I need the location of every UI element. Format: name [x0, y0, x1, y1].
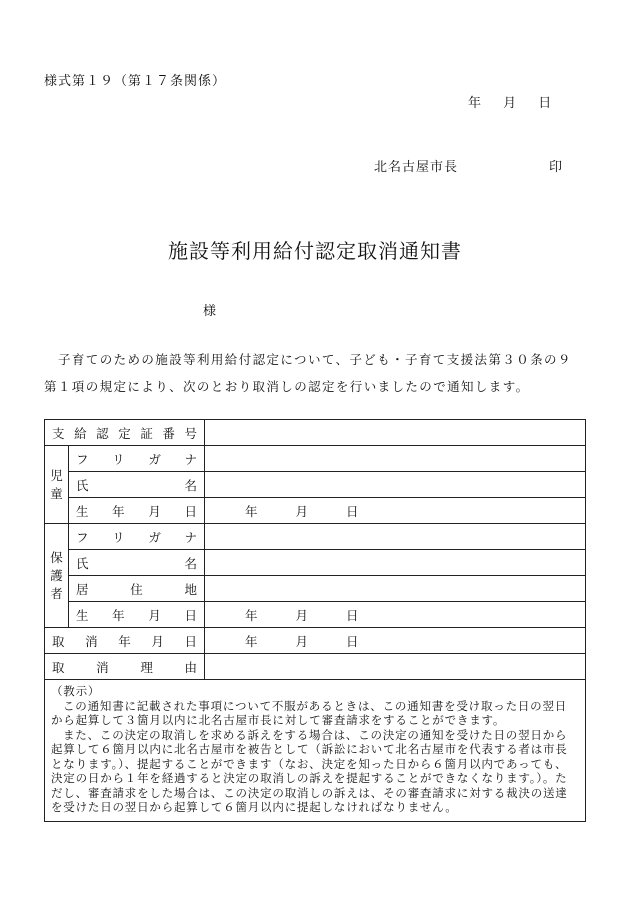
child-birth-label: 生 年 月 日 [69, 498, 205, 524]
table-row [45, 446, 586, 472]
guardian-furigana-value[interactable] [205, 524, 586, 550]
table-row [45, 680, 586, 822]
table-row [45, 654, 586, 680]
cert-number-label: 支 給 認 定 証 番 号 [45, 420, 205, 446]
issue-date: 年 月 日 [468, 96, 552, 111]
cancel-reason-label: 取 消 理 由 [45, 654, 205, 680]
certificate-table [44, 419, 586, 822]
guardian-birth-label: 生 年 月 日 [69, 602, 205, 628]
notice-paragraph-1: この通知書に記載された事項について不服があるときは、この通知書を受け取った日の翌日から起算して３箇月以内に北名古屋市長に対して審査請求をすることができます。 [51, 698, 568, 727]
child-name-label: 氏 名 [69, 472, 205, 498]
table-row [45, 602, 586, 628]
body-line-2: 第１項の規定により、次のとおり取消しの認定を行いましたので通知します。 [44, 379, 530, 394]
cancel-date-label: 取 消 年 月 日 [45, 628, 205, 654]
seal-mark: 印 [549, 160, 563, 175]
table-row [45, 498, 586, 524]
child-furigana-label: フ リ ガ ナ [69, 446, 205, 472]
appeal-notice [45, 680, 586, 822]
cert-number-value[interactable] [205, 420, 586, 446]
guardian-furigana-label: フ リ ガ ナ [69, 524, 205, 550]
child-name-value[interactable] [205, 472, 586, 498]
child-furigana-value[interactable] [205, 446, 586, 472]
cancel-reason-value[interactable] [205, 654, 586, 680]
table-row [45, 420, 586, 446]
body-text [44, 346, 592, 400]
table-row [45, 628, 586, 654]
table-row [45, 576, 586, 602]
guardian-name-value[interactable] [205, 550, 586, 576]
table-row [45, 472, 586, 498]
guardian-group-label: 保護者 [45, 524, 69, 628]
table-row [45, 550, 586, 576]
form-number: 様式第１９（第１７条関係） [44, 74, 227, 89]
notice-paragraph-2: また、この決定の取消しを求める訴えをする場合は、この決定の通知を受けた日の翌日から起算して６箇月以内に北名古屋市を被告として（訴訟において北名古屋市を代表する者は市長となります。）、提起することができます（なお、決定を知った日から６箇月以内であっても、決定の日から１年を経過すると決定の取消しの訴えを提起することができなくなります。）。ただし、審査請求をした場合は、この決定の取消しの訴えは、その審査請求に対する裁決の送達を受けた日の翌日から起算して６箇月以内に提起しなければなりません。 [51, 727, 568, 814]
guardian-birth-value[interactable]: 年 月 日 [205, 602, 586, 628]
child-group-label: 児童 [45, 446, 69, 524]
guardian-name-label: 氏 名 [69, 550, 205, 576]
addressee-suffix: 様 [203, 304, 217, 319]
cancel-date-value[interactable]: 年 月 日 [205, 628, 586, 654]
guardian-address-label: 居 住 地 [69, 576, 205, 602]
guardian-address-value[interactable] [205, 576, 586, 602]
document-title: 施設等利用給付認定取消通知書 [168, 239, 462, 263]
child-birth-value[interactable]: 年 月 日 [205, 498, 586, 524]
notice-heading: （教示） [51, 684, 101, 698]
table-row [45, 524, 586, 550]
issuer-name: 北名古屋市長 [374, 160, 459, 175]
body-line-1: 子育てのための施設等利用給付認定について、子ども・子育て支援法第３０条の９ [58, 352, 572, 367]
